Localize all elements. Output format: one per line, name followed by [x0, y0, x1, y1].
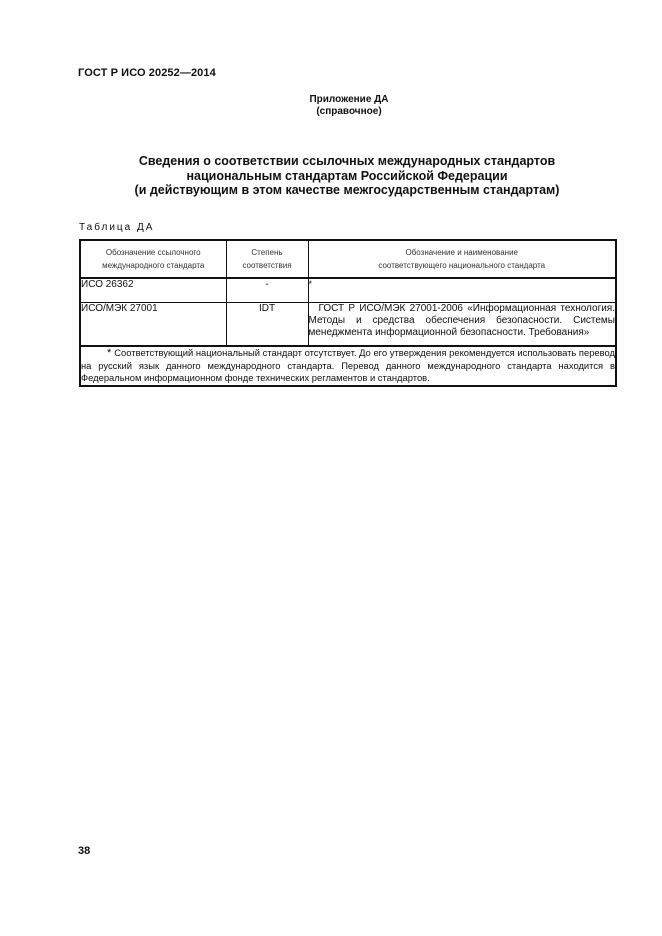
cell-degree: - — [226, 278, 308, 303]
table-row — [80, 278, 616, 303]
title-line: национальным стандартам Российской Федерации — [186, 168, 508, 183]
title-line: Сведения о соответствии ссылочных международных стандартов — [138, 154, 556, 168]
document-header: ГОСТ Р ИСО 20252—2014 — [78, 67, 216, 79]
footnote-mark: * — [107, 347, 112, 359]
cell-reference: ИСО 26362 — [80, 278, 226, 303]
table-row — [80, 303, 616, 347]
header-national: Обозначение и наименование соответствующего национального стандарта — [308, 240, 616, 278]
cell-national: * — [308, 278, 616, 303]
header-degree: Степень соответствия — [226, 240, 308, 278]
appendix-title: Приложение ДА — [309, 94, 389, 105]
appendix-subtitle: (справочное) — [316, 106, 382, 117]
table-footnote — [80, 346, 616, 386]
cell-reference: ИСО/МЭК 27001 — [80, 303, 226, 347]
page-number: 38 — [78, 845, 91, 857]
title-line: (и действующим в этом качестве межгосударственным стандартам) — [134, 183, 560, 197]
table-label: Таблица ДА — [79, 222, 155, 233]
footnote-text: Соответствующий национальный стандарт отсутствует. До его утверждения рекомендуется использовать перевод на русский язык данного международного стандарта. Перевод данного международного стандарта находится в Федеральном информационном фонде технических регламентов и стандартов. — [81, 347, 615, 383]
table-footnote-row — [80, 346, 616, 386]
correspondence-table — [79, 239, 617, 387]
section-title — [79, 154, 615, 198]
appendix-heading — [0, 94, 662, 118]
cell-degree: IDT — [226, 303, 308, 347]
table-header-row — [80, 240, 616, 278]
cell-national: ГОСТ Р ИСО/МЭК 27001-2006 «Информационная технология. Методы и средства обеспечения безопасности. Системы менеджмента информационной безопасности. Требования» — [308, 303, 616, 347]
header-reference: Обозначение ссылочного международного стандарта — [80, 240, 226, 278]
